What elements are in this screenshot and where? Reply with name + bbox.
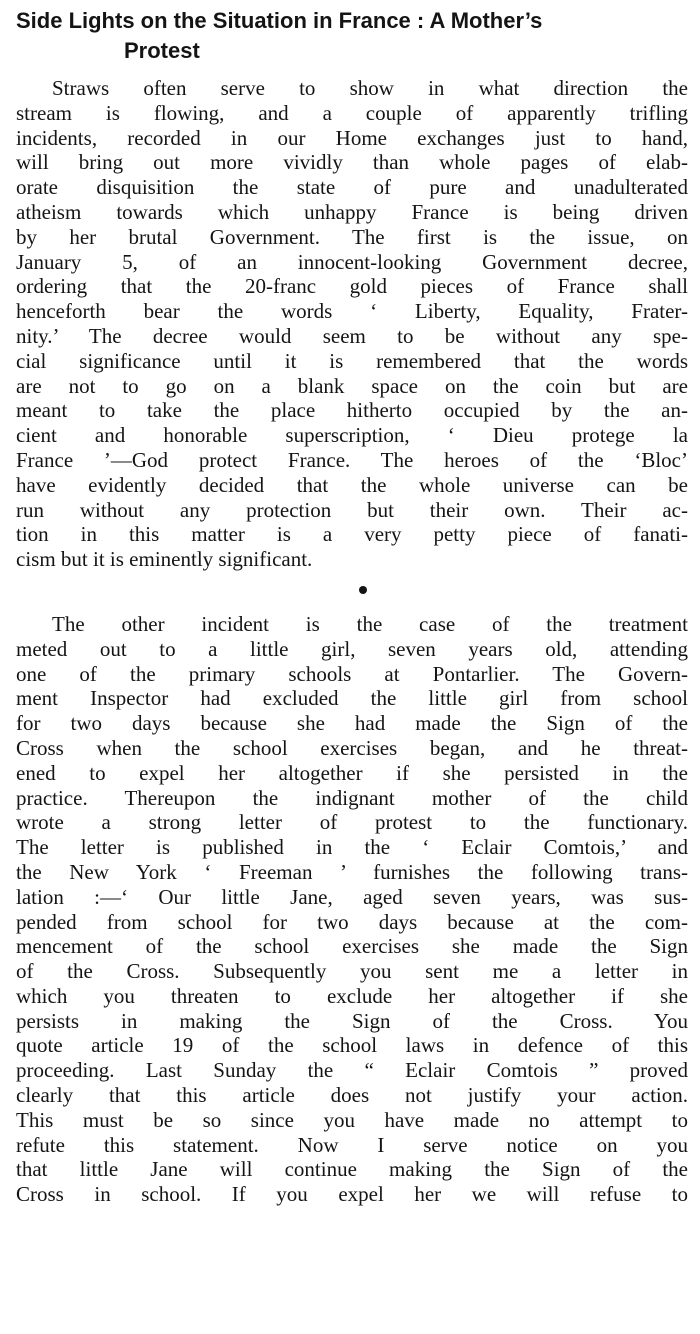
text-line: The letter is published in the ‘ Eclair Comtois,’ and <box>16 835 688 860</box>
paragraph-1 <box>16 76 688 572</box>
text-line: tion in this matter is a very petty piece of fanati- <box>16 522 688 547</box>
text-line: clearly that this article does not justify your action. <box>16 1083 688 1108</box>
text-line: one of the primary schools at Pontarlier. The Govern- <box>16 661 688 686</box>
text-line: incidents, recorded in our Home exchanges just to hand, <box>16 125 688 150</box>
text-line: nity.’ The decree would seem to be without any spe- <box>16 323 688 348</box>
text-line: mencement of the school exercises she made the Sign <box>16 934 688 959</box>
text-line: have evidently decided that the whole universe can be <box>16 472 688 497</box>
text-line: cism but it is eminently significant. <box>16 547 313 572</box>
text-line: Cross in school. If you expel her we will refuse to <box>16 1182 688 1207</box>
bullet-dot-icon <box>359 586 367 594</box>
text-line: cient and honorable superscription, ‘ Dieu protege la <box>16 423 688 448</box>
text-line: the New York ‘ Freeman ’ furnishes the following trans- <box>16 859 688 884</box>
text-line: ened to expel her altogether if she persisted in the <box>16 760 688 785</box>
text-line: persists in making the Sign of the Cross. You <box>16 1008 688 1033</box>
text-line: Straws often serve to show in what direction the <box>52 76 688 100</box>
text-line: January 5, of an innocent-looking Government decree, <box>16 249 688 274</box>
article-headline <box>16 6 688 66</box>
text-line: stream is flowing, and a couple of apparently trifling <box>16 100 688 125</box>
text-line: France ’—God protect France. The heroes of the ‘Bloc’ <box>16 447 688 472</box>
text-line: are not to go on a blank space on the coin but are <box>16 373 688 398</box>
text-line: lation :—‘ Our little Jane, aged seven years, was sus- <box>16 884 688 909</box>
text-line: orate disquisition the state of pure and unadulterated <box>16 175 688 200</box>
text-line: of the Cross. Subsequently you sent me a letter in <box>16 959 688 984</box>
text-line: run without any protection but their own. Their ac- <box>16 497 688 522</box>
text-line: for two days because she had made the Sign of the <box>16 711 688 736</box>
text-line: by her brutal Government. The first is the issue, on <box>16 224 688 249</box>
text-line: meant to take the place hitherto occupied by the an- <box>16 398 688 423</box>
text-line: cial significance until it is remembered that the words <box>16 348 688 373</box>
section-separator <box>16 572 688 612</box>
text-line: Cross when the school exercises began, and he threat- <box>16 735 688 760</box>
headline-line-1: Side Lights on the Situation in France : A Mother’s <box>16 8 543 33</box>
text-line: practice. Thereupon the indignant mother of the child <box>16 785 688 810</box>
text-line: ordering that the 20-franc gold pieces of France shall <box>16 274 688 299</box>
text-line: refute this statement. Now I serve notice on you <box>16 1132 688 1157</box>
text-line: atheism towards which unhappy France is being driven <box>16 199 688 224</box>
text-line: pended from school for two days because at the com- <box>16 909 688 934</box>
text-line: The other incident is the case of the treatment <box>52 611 688 636</box>
text-line: quote article 19 of the school laws in defence of this <box>16 1033 688 1058</box>
text-line: wrote a strong letter of protest to the functionary. <box>16 810 688 835</box>
text-line: This must be so since you have made no attempt to <box>16 1107 688 1132</box>
text-line: ment Inspector had excluded the little girl from school <box>16 686 688 711</box>
text-line: henceforth bear the words ‘ Liberty, Equality, Frater- <box>16 299 688 324</box>
paragraph-2 <box>16 612 688 1207</box>
text-line: that little Jane will continue making the Sign of the <box>16 1157 688 1182</box>
text-line: will bring out more vividly than whole pages of elab- <box>16 150 688 175</box>
text-line: which you threaten to exclude her altogether if she <box>16 983 688 1008</box>
headline-line-2: Protest <box>124 38 200 63</box>
text-line: proceeding. Last Sunday the “ Eclair Comtois ” proved <box>16 1058 688 1083</box>
text-line: meted out to a little girl, seven years old, attending <box>16 636 688 661</box>
